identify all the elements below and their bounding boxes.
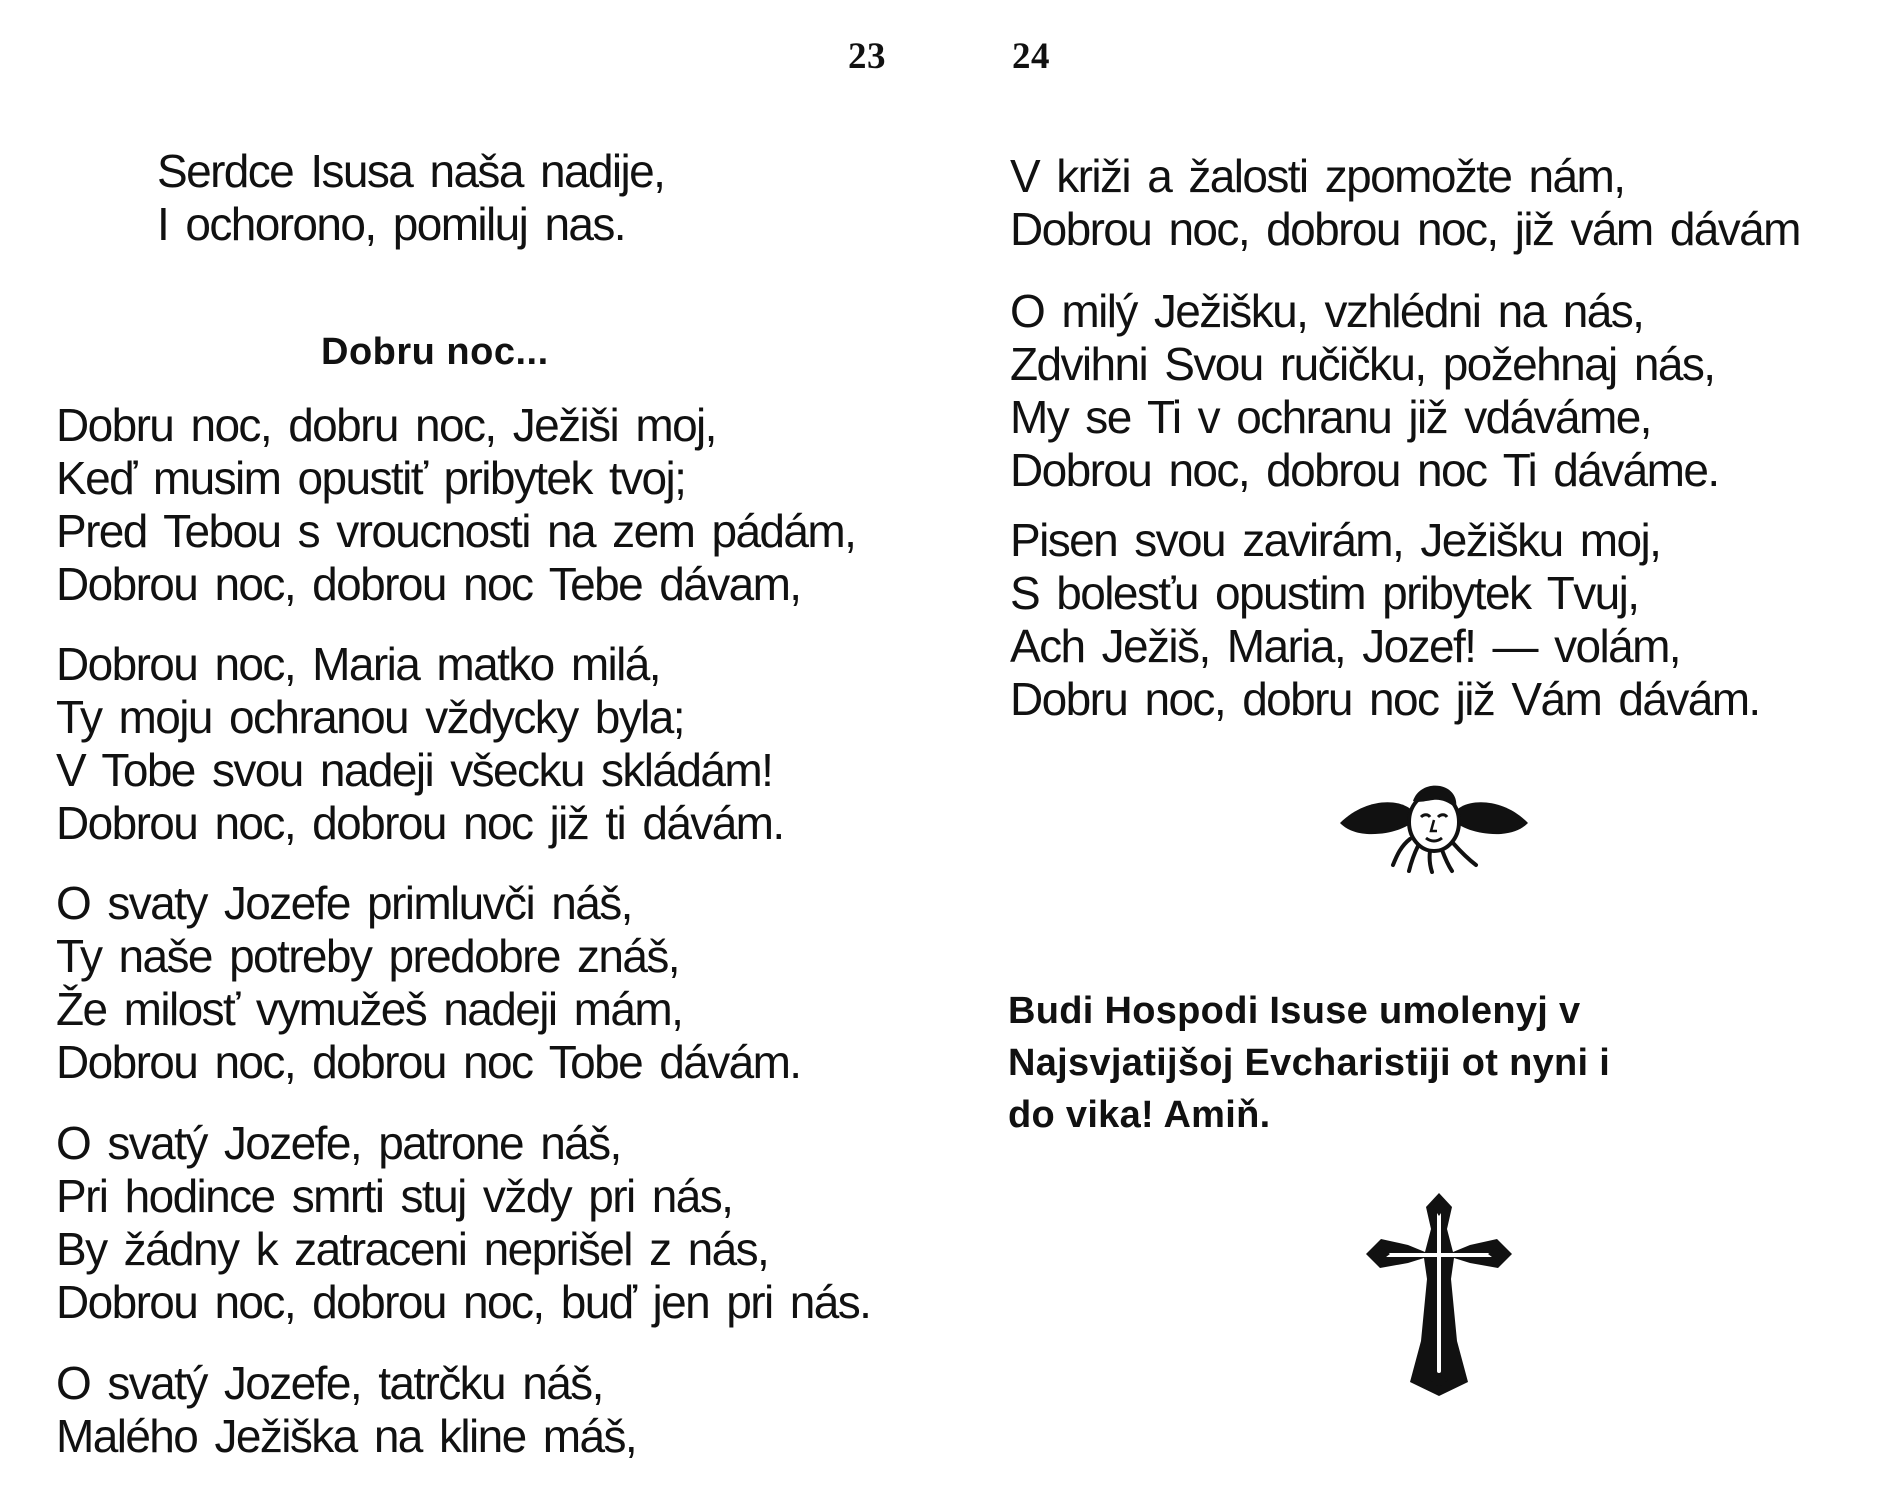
song-heading: Dobru noc...: [321, 331, 549, 373]
verse-line: Dobrou noc, dobrou noc, buď jen pri nás.: [56, 1276, 871, 1328]
verse-line: I ochorono, pomiluj nas.: [157, 198, 625, 250]
verse-line: My se Ti v ochranu již vdáváme,: [1010, 391, 1651, 443]
verse-line: Dobrou noc, dobrou noc Ti dáváme.: [1010, 444, 1719, 496]
verse-line: S bolesťu opustim pribytek Tvuj,: [1010, 567, 1639, 619]
prayer-line: do vika! Amiň.: [1008, 1094, 1271, 1136]
verse-line: O milý Ježišku, vzhlédni na nás,: [1010, 285, 1644, 337]
left-stanza-3: [56, 877, 800, 1089]
prayer-line: Budi Hospodi Isuse umolenyj v: [1008, 990, 1581, 1032]
verse-line: Dobrou noc, dobrou noc již ti dávám.: [56, 797, 784, 849]
verse-line: O svatý Jozefe, tatrčku náš,: [56, 1357, 603, 1409]
verse-line: Pri hodince smrti stuj vždy pri nás,: [56, 1170, 733, 1222]
verse-line: Pred Tebou s vroucnosti na zem pádám,: [56, 505, 856, 557]
verse-line: Že milosť vymužeš nadeji mám,: [56, 983, 683, 1035]
verse-line: Pisen svou zavirám, Ježišku moj,: [1010, 514, 1661, 566]
verse-line: Dobrou noc, Maria matko milá,: [56, 638, 660, 690]
verse-line: Dobrou noc, dobrou noc Tobe dávám.: [56, 1036, 801, 1088]
cherub-ornament-icon: [1334, 770, 1534, 874]
verse-line: By žádny k zatraceni neprišel z nás,: [56, 1223, 769, 1275]
verse-line: V Tobe svou nadeji všecku skládám!: [56, 744, 773, 796]
left-stanza-5: [56, 1357, 636, 1463]
cross-ornament-icon: [1354, 1190, 1524, 1400]
verse-line: V križi a žalosti zpomožte nám,: [1010, 150, 1625, 202]
left-intro-stanza: [157, 145, 664, 251]
verse-line: Dobrou noc, dobrou noc Tebe dávam,: [56, 558, 801, 610]
verse-line: Dobru noc, dobru noc již Vám dávám.: [1010, 673, 1760, 725]
closing-prayer: [1008, 985, 1798, 1141]
verse-line: Ach Ježiš, Maria, Jozef! — volám,: [1010, 620, 1680, 672]
verse-line: Zdvihni Svou ručičku, požehnaj nás,: [1010, 338, 1715, 390]
verse-line: Serdce Isusa naša nadije,: [157, 145, 665, 197]
verse-line: Ty moju ochranou vždycky byla;: [56, 691, 684, 743]
verse-line: Dobrou noc, dobrou noc, již vám dávám: [1010, 203, 1800, 255]
prayer-line: Najsvjatijšoj Evcharistiji ot nyni i: [1008, 1042, 1611, 1084]
verse-line: O svatý Jozefe, patrone náš,: [56, 1117, 621, 1169]
page-number-left: 23: [848, 36, 886, 77]
verse-line: Malého Ježiška na kline máš,: [56, 1410, 637, 1462]
right-stanza-1: [1010, 150, 1800, 256]
page-number-right: 24: [1012, 36, 1050, 77]
verse-line: Dobru noc, dobru noc, Ježiši moj,: [56, 399, 716, 451]
right-stanza-3: [1010, 514, 1760, 726]
right-stanza-2: [1010, 285, 1719, 497]
left-stanza-4: [56, 1117, 870, 1329]
verse-line: Keď musim opustiť pribytek tvoj;: [56, 452, 686, 504]
left-stanza-1: [56, 399, 855, 611]
verse-line: O svaty Jozefe primluvči náš,: [56, 877, 632, 929]
verse-line: Ty naše potreby predobre znáš,: [56, 930, 679, 982]
left-stanza-2: [56, 638, 784, 850]
